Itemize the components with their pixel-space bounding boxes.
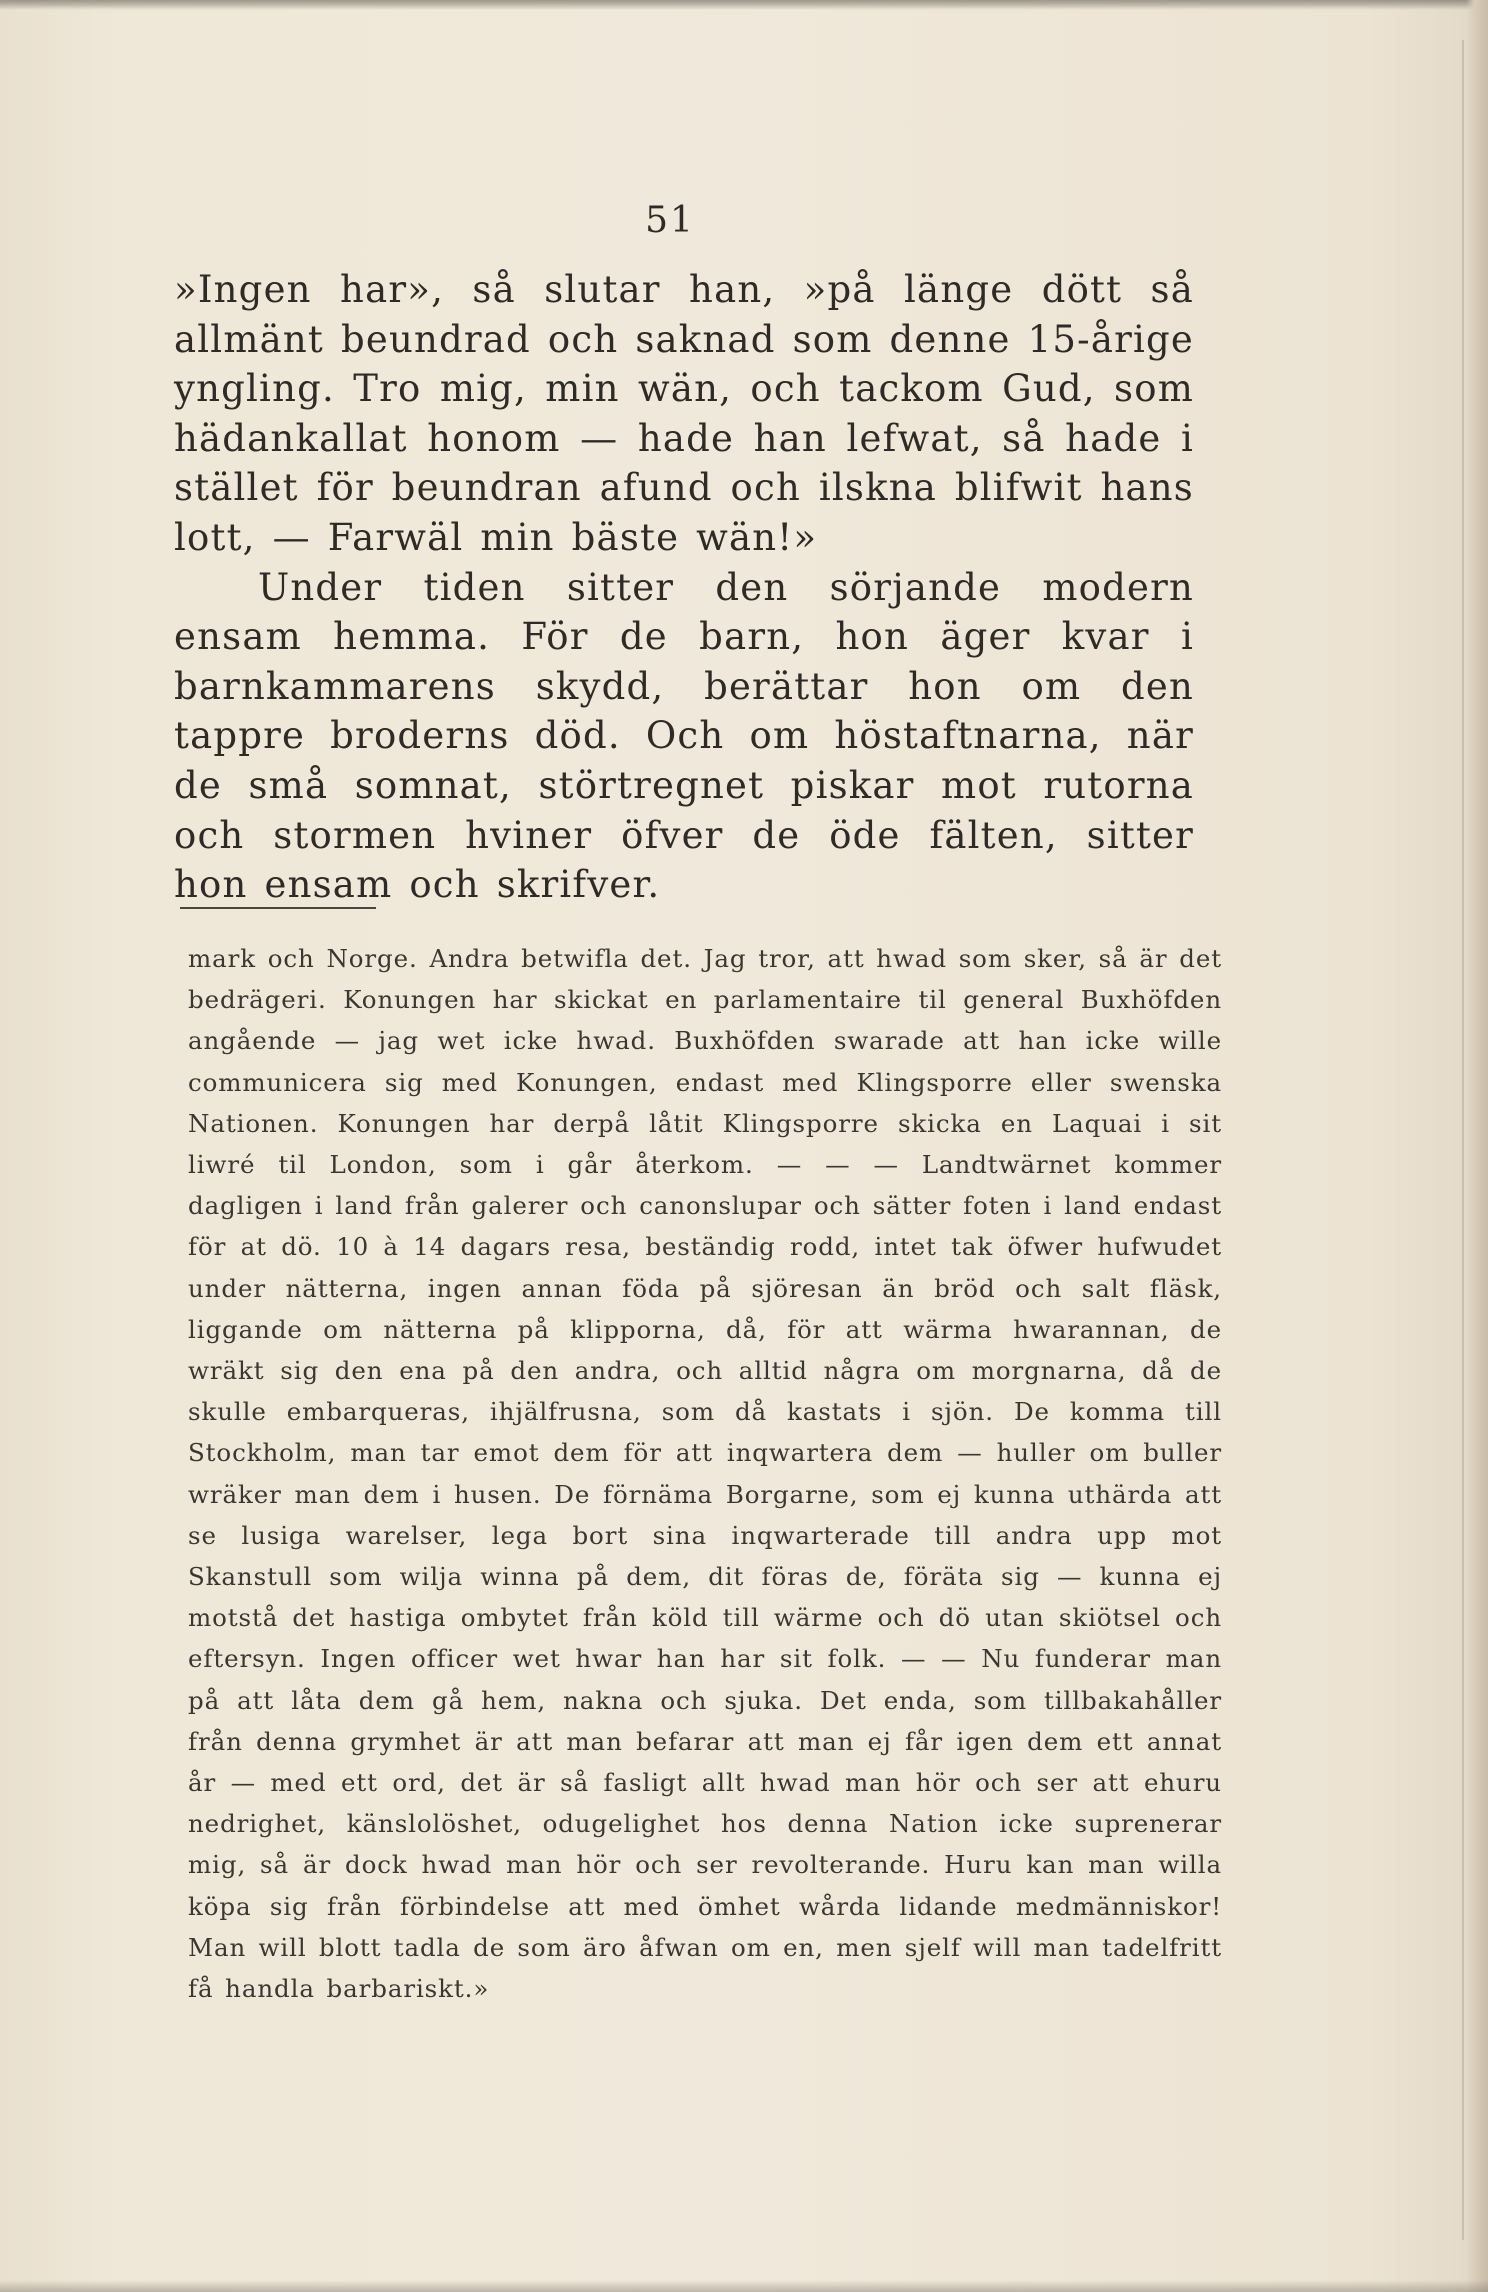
footnote-separator xyxy=(180,907,376,909)
page-number: 51 xyxy=(645,200,695,241)
footnote-text: mark och Norge. Andra betwifla det. Jag tror, att hwad som sker, så är det bedrägeri. Konungen har skickat en parlamentaire til general Buxhöfden angående — jag wet icke hwad. Buxhöfden swarade att han icke wille communicera sig med Konungen, endast med Klingsporre eller swenska Nationen. Konungen har derpå låtit Klingsporre skicka en Laquai i sit liwré til London, som i går återkom. — — — Landtwärnet kommer dagligen i land från galerer och canonslupar och sätter foten i land endast för at dö. 10 à 14 dagars resa, beständig rodd, intet tak öfwer hufwudet under nätterna, ingen annan föda på sjöresan än bröd och salt fläsk, liggande om nätterna på klipporna, då, för att wärma hwarannan, de wräkt sig den ena på den andra, och alltid några om morgnarna, då de skulle embarqueras, ihjälfrusna, som då kastats i sjön. De komma till Stockholm, man tar emot dem för att inqwartera dem — huller om buller wräker man dem i husen. De förnäma Borgarne, som ej kunna uthärda att se lusiga warelser, lega bort sina inqwarterade till andra upp mot Skanstull som wilja winna på dem, dit föras de, föräta sig — kunna ej motstå det hastiga ombytet från köld till wärme och dö utan skiötsel och eftersyn. Ingen officer wet hwar han har sit folk. — — Nu funderar man på att låta dem gå hem, nakna och sjuka. Det enda, som tillbakahåller från denna grymhet är att man befarar att man ej får igen dem ett annat år — med ett ord, det är så fasligt allt hwad man hör och ser att ehuru nedrighet, känslolöshet, odugelighet hos denna Nation icke suprenerar mig, så är dock hwad man hör och ser revolterande. Huru kan man willa köpa sig från förbindelse att med ömhet wårda lidande medmänniskor! Man will blott tadla de som äro åfwan om en, men sjelf will man tadelfritt få handla barbariskt.» xyxy=(188,944,1222,2004)
paragraph-mother: Under tiden sitter den sörjande modern ensam hemma. För de barn, hon äger kvar i barnkammarens skydd, berättar hon om den tappre broderns död. Och om höstaftnarna, när de små somnat, störtregnet piskar mot rutorna och stormen hviner öfver de öde fälten, sitter hon ensam och skrifver. xyxy=(174,565,1194,907)
paragraph-letter-quote: »Ingen har», så slutar han, »på länge dött så allmänt beundrad och saknad som denne 15-årige yngling. Tro mig, min wän, och tackom Gud, som hädankallat honom — hade han lefwat, så hade i stället för beundran afund och ilskna blifwit hans lott, — Farwäl min bäste wän!» xyxy=(174,268,1194,559)
main-text xyxy=(174,265,1194,910)
page-fold-line xyxy=(1462,40,1464,2240)
page-bottom-edge xyxy=(0,2280,1488,2292)
page-top-edge xyxy=(0,0,1488,10)
page-right-edge xyxy=(1466,0,1488,2292)
